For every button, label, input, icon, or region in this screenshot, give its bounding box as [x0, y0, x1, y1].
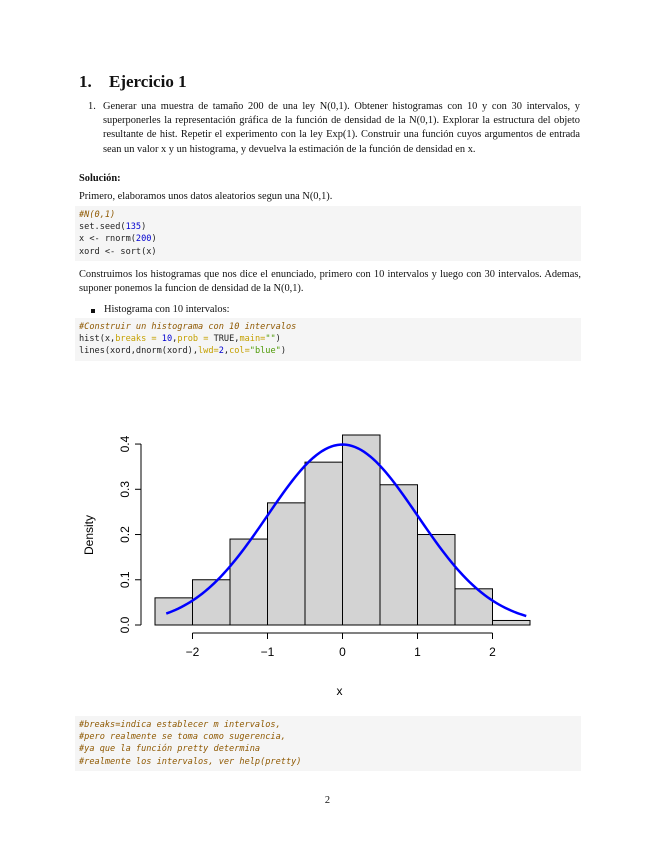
- y-tick-label-4: 0.4: [118, 435, 132, 453]
- code1-num2: 200: [135, 234, 152, 245]
- histogram-bar-2: [230, 539, 268, 625]
- bullet-item: [93, 304, 230, 315]
- code-block-1: #N(0,1) set.seed(135) x <- rnorm(200) xord <- sort(x): [75, 206, 581, 261]
- exercise-text: Generar una muestra de tamaño 200 de una ley N(0,1). Obtener histogramas con 10 y con 30 intervalos, y superponerles la representación gráfica de la función de densidad de la N(0,1). Explorar la estructura del objeto resultante de hist. Repetir el experimento con la ley Exp(1). Construir una función cuyos argumentos de entrada sean un valor x y un histograma, y devuelva la estimación de la función de densidad en x.: [103, 101, 580, 155]
- y-tick-label-0: 0.0: [118, 616, 132, 634]
- code1-comment: #N(0,1): [79, 210, 116, 220]
- bullet-label: Histograma con 10 intervalos:: [104, 304, 230, 315]
- histogram-bar-8: [455, 589, 493, 625]
- section-heading: [79, 72, 187, 92]
- code1-line2: set.seed(: [79, 222, 126, 233]
- code-block-3: [75, 716, 581, 771]
- section-number: 1.: [79, 72, 92, 91]
- y-axis-label: Density: [82, 514, 96, 556]
- intro-text: Primero, elaboramos unos datos aleatorios segun una N(0,1).: [79, 191, 333, 202]
- exercise-marker: 1.: [88, 101, 96, 112]
- y-tick-label-1: 0.1: [118, 571, 132, 589]
- x-tick-label-0: −2: [185, 645, 200, 659]
- y-tick-label-3: 0.3: [118, 480, 132, 498]
- histogram-bar-9: [493, 620, 531, 625]
- histogram-chart: [60, 420, 560, 710]
- solution-label: Solución:: [79, 173, 121, 184]
- section-title: Ejercicio 1: [109, 72, 187, 91]
- code-block-2: #Construir un histograma con 10 intervalos hist(x,breaks = 10,prob = TRUE,main="") lines(xord,dnorm(xord),lwd=2,col="blue"): [75, 318, 581, 361]
- x-tick-label-4: 2: [489, 645, 496, 659]
- bullet-icon: [91, 309, 95, 313]
- hist-text: Construimos los histogramas que nos dice el enunciado, primero con 10 intervalos y luego con 30 intervalos. Ademas, suponer ponemos la funcion de densidad de la N(0,1).: [79, 269, 581, 295]
- code1-line4: xord <- sort(x): [79, 246, 157, 257]
- page-number: 2: [324, 795, 331, 806]
- x-tick-label-2: 0: [339, 645, 346, 659]
- code1-line3: x <- rnorm(: [79, 234, 136, 245]
- code3-line4: #realmente los intervalos, ver help(pretty): [79, 756, 302, 767]
- code1-num: 135: [125, 222, 142, 233]
- y-tick-label-2: 0.2: [118, 526, 132, 543]
- x-tick-label-3: 1: [414, 645, 421, 659]
- x-tick-label-1: −1: [260, 645, 275, 659]
- code2-comment: #Construir un histograma con 10 intervalos: [79, 322, 297, 332]
- histogram-bar-4: [305, 462, 343, 625]
- x-axis-label: x: [336, 684, 343, 698]
- histogram-bar-5: [343, 435, 381, 625]
- code3-line1: #breaks=indica establecer m intervalos,: [79, 720, 281, 730]
- histogram-bar-7: [418, 535, 456, 625]
- histogram-bar-3: [268, 503, 306, 625]
- code3-line2: #pero realmente se toma como sugerencia,: [79, 732, 286, 743]
- code3-line3: #ya que la función pretty determina: [79, 744, 261, 755]
- exercise-item: [88, 100, 580, 157]
